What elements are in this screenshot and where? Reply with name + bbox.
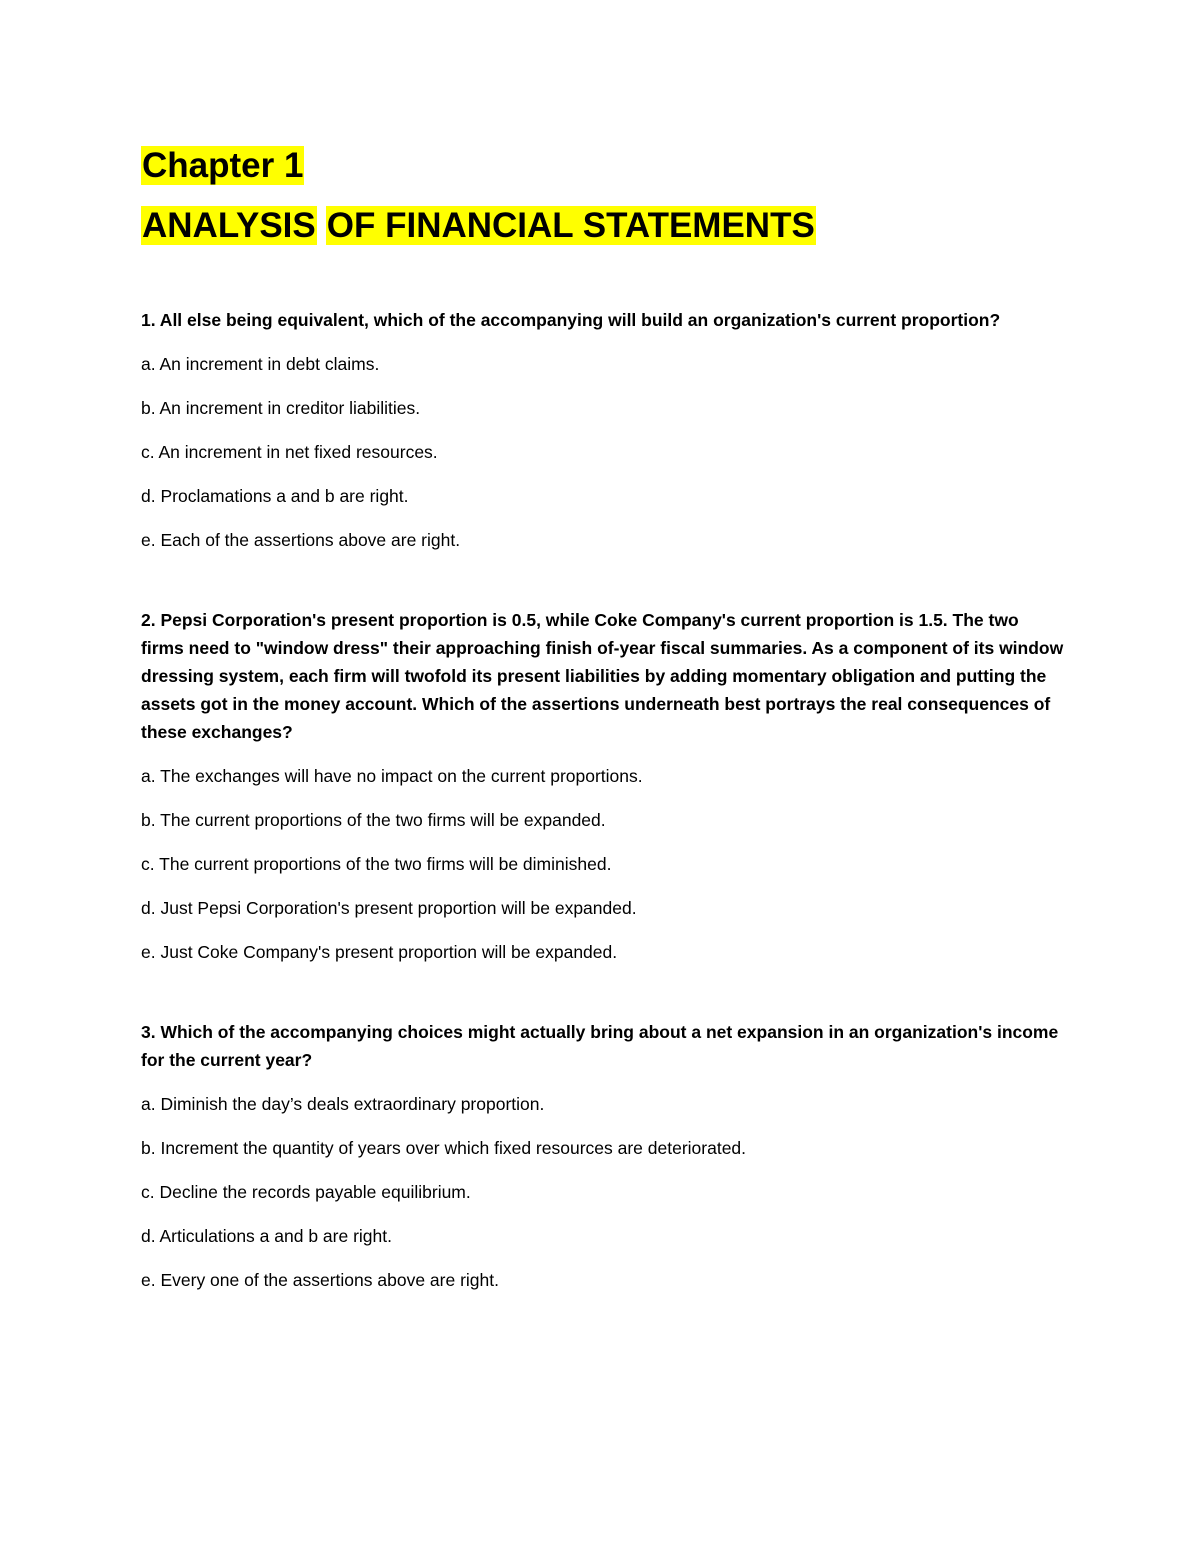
question-3-option-e: e. Every one of the assertions above are right. — [141, 1270, 499, 1290]
question-1-option-b: b. An increment in creditor liabilities. — [141, 398, 421, 418]
question-2-option-e: e. Just Coke Company's present proportion will be expanded. — [141, 942, 618, 962]
chapter-label — [141, 142, 1066, 190]
question-1-options — [141, 350, 1066, 554]
chapter-title-part1: ANALYSIS — [142, 206, 316, 245]
question-3-option-a: a. Diminish the day’s deals extraordinary proportion. — [141, 1094, 545, 1114]
question-3-option-b: b. Increment the quantity of years over which fixed resources are deteriorated. — [141, 1138, 747, 1158]
question-2-option-a: a. The exchanges will have no impact on the current proportions. — [141, 766, 643, 786]
question-1-text: 1. All else being equivalent, which of the accompanying will build an organization's current proportion? — [141, 310, 1001, 330]
document-content — [141, 138, 1066, 1294]
chapter-label-text: Chapter 1 — [142, 146, 304, 185]
question-1 — [141, 306, 1066, 554]
question-3-option-c: c. Decline the records payable equilibrium. — [141, 1182, 471, 1202]
question-3 — [141, 1018, 1066, 1294]
chapter-title-part2: OF FINANCIAL STATEMENTS — [326, 206, 815, 245]
question-2-option-b: b. The current proportions of the two firms will be expanded. — [141, 810, 606, 830]
question-1-option-d: d. Proclamations a and b are right. — [141, 486, 409, 506]
question-2-option-c: c. The current proportions of the two firms will be diminished. — [141, 854, 612, 874]
question-3-option-d: d. Articulations a and b are right. — [141, 1226, 392, 1246]
question-3-text: 3. Which of the accompanying choices might actually bring about a net expansion in an organization's income for the current year? — [141, 1022, 1059, 1070]
question-1-option-e: e. Each of the assertions above are right. — [141, 530, 461, 550]
question-2-option-d: d. Just Pepsi Corporation's present proportion will be expanded. — [141, 898, 637, 918]
question-2 — [141, 606, 1066, 966]
question-1-option-a: a. An increment in debt claims. — [141, 354, 380, 374]
question-2-options — [141, 762, 1066, 966]
question-1-option-c: c. An increment in net fixed resources. — [141, 442, 438, 462]
question-2-text: 2. Pepsi Corporation's present proportion is 0.5, while Coke Company's current proportion is 1.5. The two firms need to "window dress" their approaching finish of-year fiscal summaries. As a component of its window dressing system, each firm will twofold its present liabilities by adding momentary obligation and putting the assets got in the money account. Which of the assertions underneath best portrays the real consequences of these exchanges? — [141, 610, 1064, 742]
chapter-title — [141, 202, 1066, 250]
question-3-options — [141, 1090, 1066, 1294]
